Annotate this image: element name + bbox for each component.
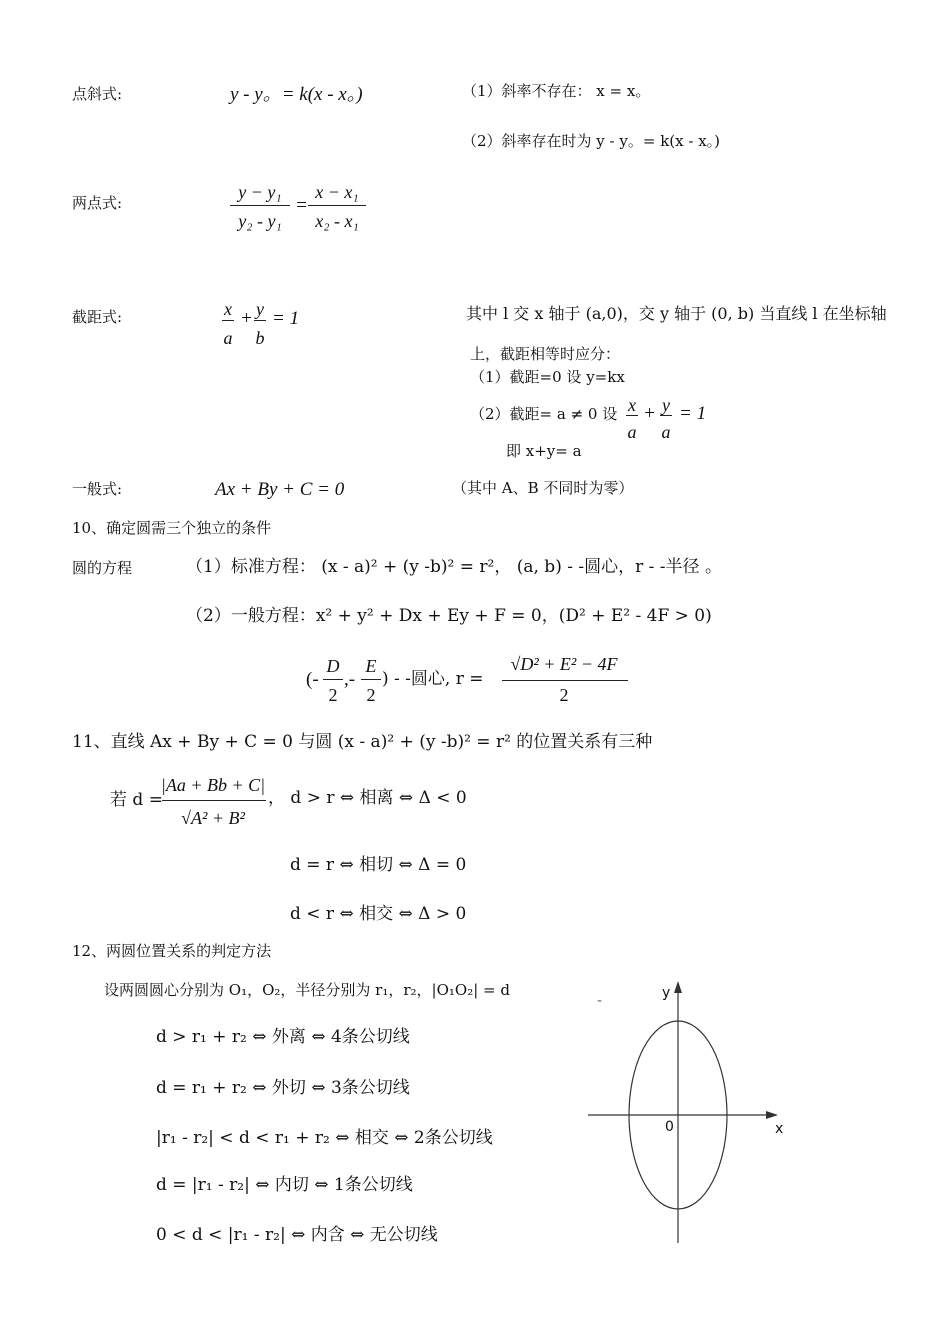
- two-circle-setup: 设两圆圆心分别为 O₁，O₂，半径分别为 r₁，r₂，|O₁O₂| = d: [104, 981, 510, 999]
- y-axis-label: y: [662, 985, 671, 1001]
- distance-numerator: |Aa + Bb + C|: [160, 775, 266, 795]
- origin-label: 0: [665, 1119, 674, 1135]
- intercept-sub2-num-y: y: [662, 395, 670, 415]
- intercept-note-line1: 其中 l 交 x 轴于 (a,0)，交 y 轴于 (0, b) 当直线 l 在坐标轴: [466, 304, 887, 323]
- two-point-right-den: x₂ - x₁: [315, 211, 359, 231]
- relation-tangent: d = r ⇔ 相切 ⇔ Δ = 0: [290, 855, 467, 875]
- two-point-label: 两点式:: [72, 194, 123, 212]
- center-open: (-: [306, 669, 319, 690]
- intercept-sub2-num-x: x: [628, 395, 636, 415]
- circle-standard-equation: （1）标准方程： (x - a)² + (y -b)² = r²， (a, b) - -圆心，r - -半径 。: [186, 557, 722, 577]
- distance-if-d: 若 d =: [110, 790, 163, 810]
- y-axis-arrow: [674, 981, 682, 993]
- radius-bar: [502, 680, 628, 681]
- distance-denominator: √A² + B²: [181, 808, 245, 828]
- x-axis-arrow: [766, 1111, 778, 1119]
- intercept-note-line2: 上，截距相等时应分：: [470, 345, 621, 363]
- section10-heading: 10、确定圆需三个独立的条件: [72, 519, 272, 537]
- intercept-label: 截距式:: [72, 308, 123, 326]
- center-E: E: [365, 656, 377, 676]
- intercept-num-x: x: [224, 299, 232, 319]
- general-line-formula: Ax + By + C = 0: [215, 479, 345, 500]
- general-line-note: （其中 A、B 不同时为零）: [452, 479, 634, 497]
- intercept-num-y: y: [256, 299, 264, 319]
- case-contained: 0 < d < |r₁ - r₂| ⇔ 内含 ⇔ 无公切线: [156, 1225, 438, 1245]
- intercept-sub2-bar-y: [660, 415, 672, 416]
- general-line-label: 一般式:: [72, 480, 123, 498]
- intercept-sub2-den-a: a: [627, 422, 637, 442]
- point-slope-case2: （2）斜率存在时为 y - y。= k(x - x。): [462, 132, 721, 150]
- center-D: D: [326, 656, 340, 676]
- point-slope-case1: （1）斜率不存在： x = x。: [462, 82, 651, 100]
- intercept-eq-one: = 1: [272, 308, 300, 329]
- section11-heading: 11、直线 Ax + By + C = 0 与圆 (x - a)² + (y -b)² = r² 的位置关系有三种: [72, 732, 653, 752]
- ellipse-figure: [580, 975, 800, 1255]
- x-axis-label: x: [775, 1121, 784, 1137]
- section12-heading: 12、两圆位置关系的判定方法: [72, 942, 272, 960]
- intercept-sub1: （1）截距=0 设 y=kx: [470, 368, 625, 386]
- intercept-sub2-plus: +: [643, 403, 656, 424]
- circle-equation-label: 圆的方程: [72, 559, 133, 577]
- two-point-right-bar: [308, 205, 366, 206]
- radius-numerator: √D² + E² − 4F: [510, 654, 618, 674]
- case-intersect: |r₁ - r₂| < d < r₁ + r₂ ⇔ 相交 ⇔ 2条公切线: [156, 1128, 493, 1148]
- point-slope-formula: y - y。= k(x - x。): [230, 84, 363, 105]
- two-point-left-num: y − y₁: [238, 182, 282, 202]
- case-external-tangent: d = r₁ + r₂ ⇔ 外切 ⇔ 3条公切线: [156, 1078, 410, 1098]
- radius-denominator: 2: [559, 685, 569, 705]
- intercept-den-b: b: [255, 328, 265, 348]
- intercept-bar-y: [254, 320, 266, 321]
- intercept-sub2-result: 即 x+y= a: [506, 442, 582, 460]
- intercept-plus: +: [240, 308, 253, 329]
- center-E-bar: [361, 679, 381, 680]
- point-slope-label: 点斜式:: [72, 85, 123, 103]
- intercept-sub2-prefix: （2）截距= a ≠ 0 设: [470, 405, 618, 423]
- relation-intersect: d < r ⇔ 相交 ⇔ Δ > 0: [290, 904, 467, 924]
- intercept-sub2-eq: = 1: [679, 403, 707, 424]
- center-D-bar: [323, 679, 343, 680]
- relation-apart: ， d > r ⇔ 相离 ⇔ Δ < 0: [268, 788, 467, 808]
- two-point-eq: =: [295, 195, 308, 216]
- circle-general-equation: （2）一般方程：x² + y² + Dx + Ey + F = 0，(D² + E² - 4F > 0): [186, 606, 712, 626]
- two-point-left-den: y₂ - y₁: [238, 211, 282, 231]
- intercept-den-a: a: [223, 328, 233, 348]
- center-mid: ,-: [344, 669, 356, 690]
- two-point-left-bar: [230, 205, 290, 206]
- intercept-bar-x: [222, 320, 234, 321]
- two-point-right-num: x − x₁: [315, 182, 359, 202]
- case-internal-tangent: d = |r₁ - r₂| ⇔ 内切 ⇔ 1条公切线: [156, 1175, 413, 1195]
- center-close: ) - -圆心, r =: [382, 669, 484, 689]
- intercept-sub2-den-a2: a: [661, 422, 671, 442]
- intercept-sub2-bar-x: [626, 415, 638, 416]
- distance-bar: [162, 800, 266, 801]
- figure-dash-mark: -: [597, 991, 603, 1009]
- center-two-1: 2: [328, 685, 338, 705]
- case-external-apart: d > r₁ + r₂ ⇔ 外离 ⇔ 4条公切线: [156, 1027, 410, 1047]
- center-two-2: 2: [366, 685, 376, 705]
